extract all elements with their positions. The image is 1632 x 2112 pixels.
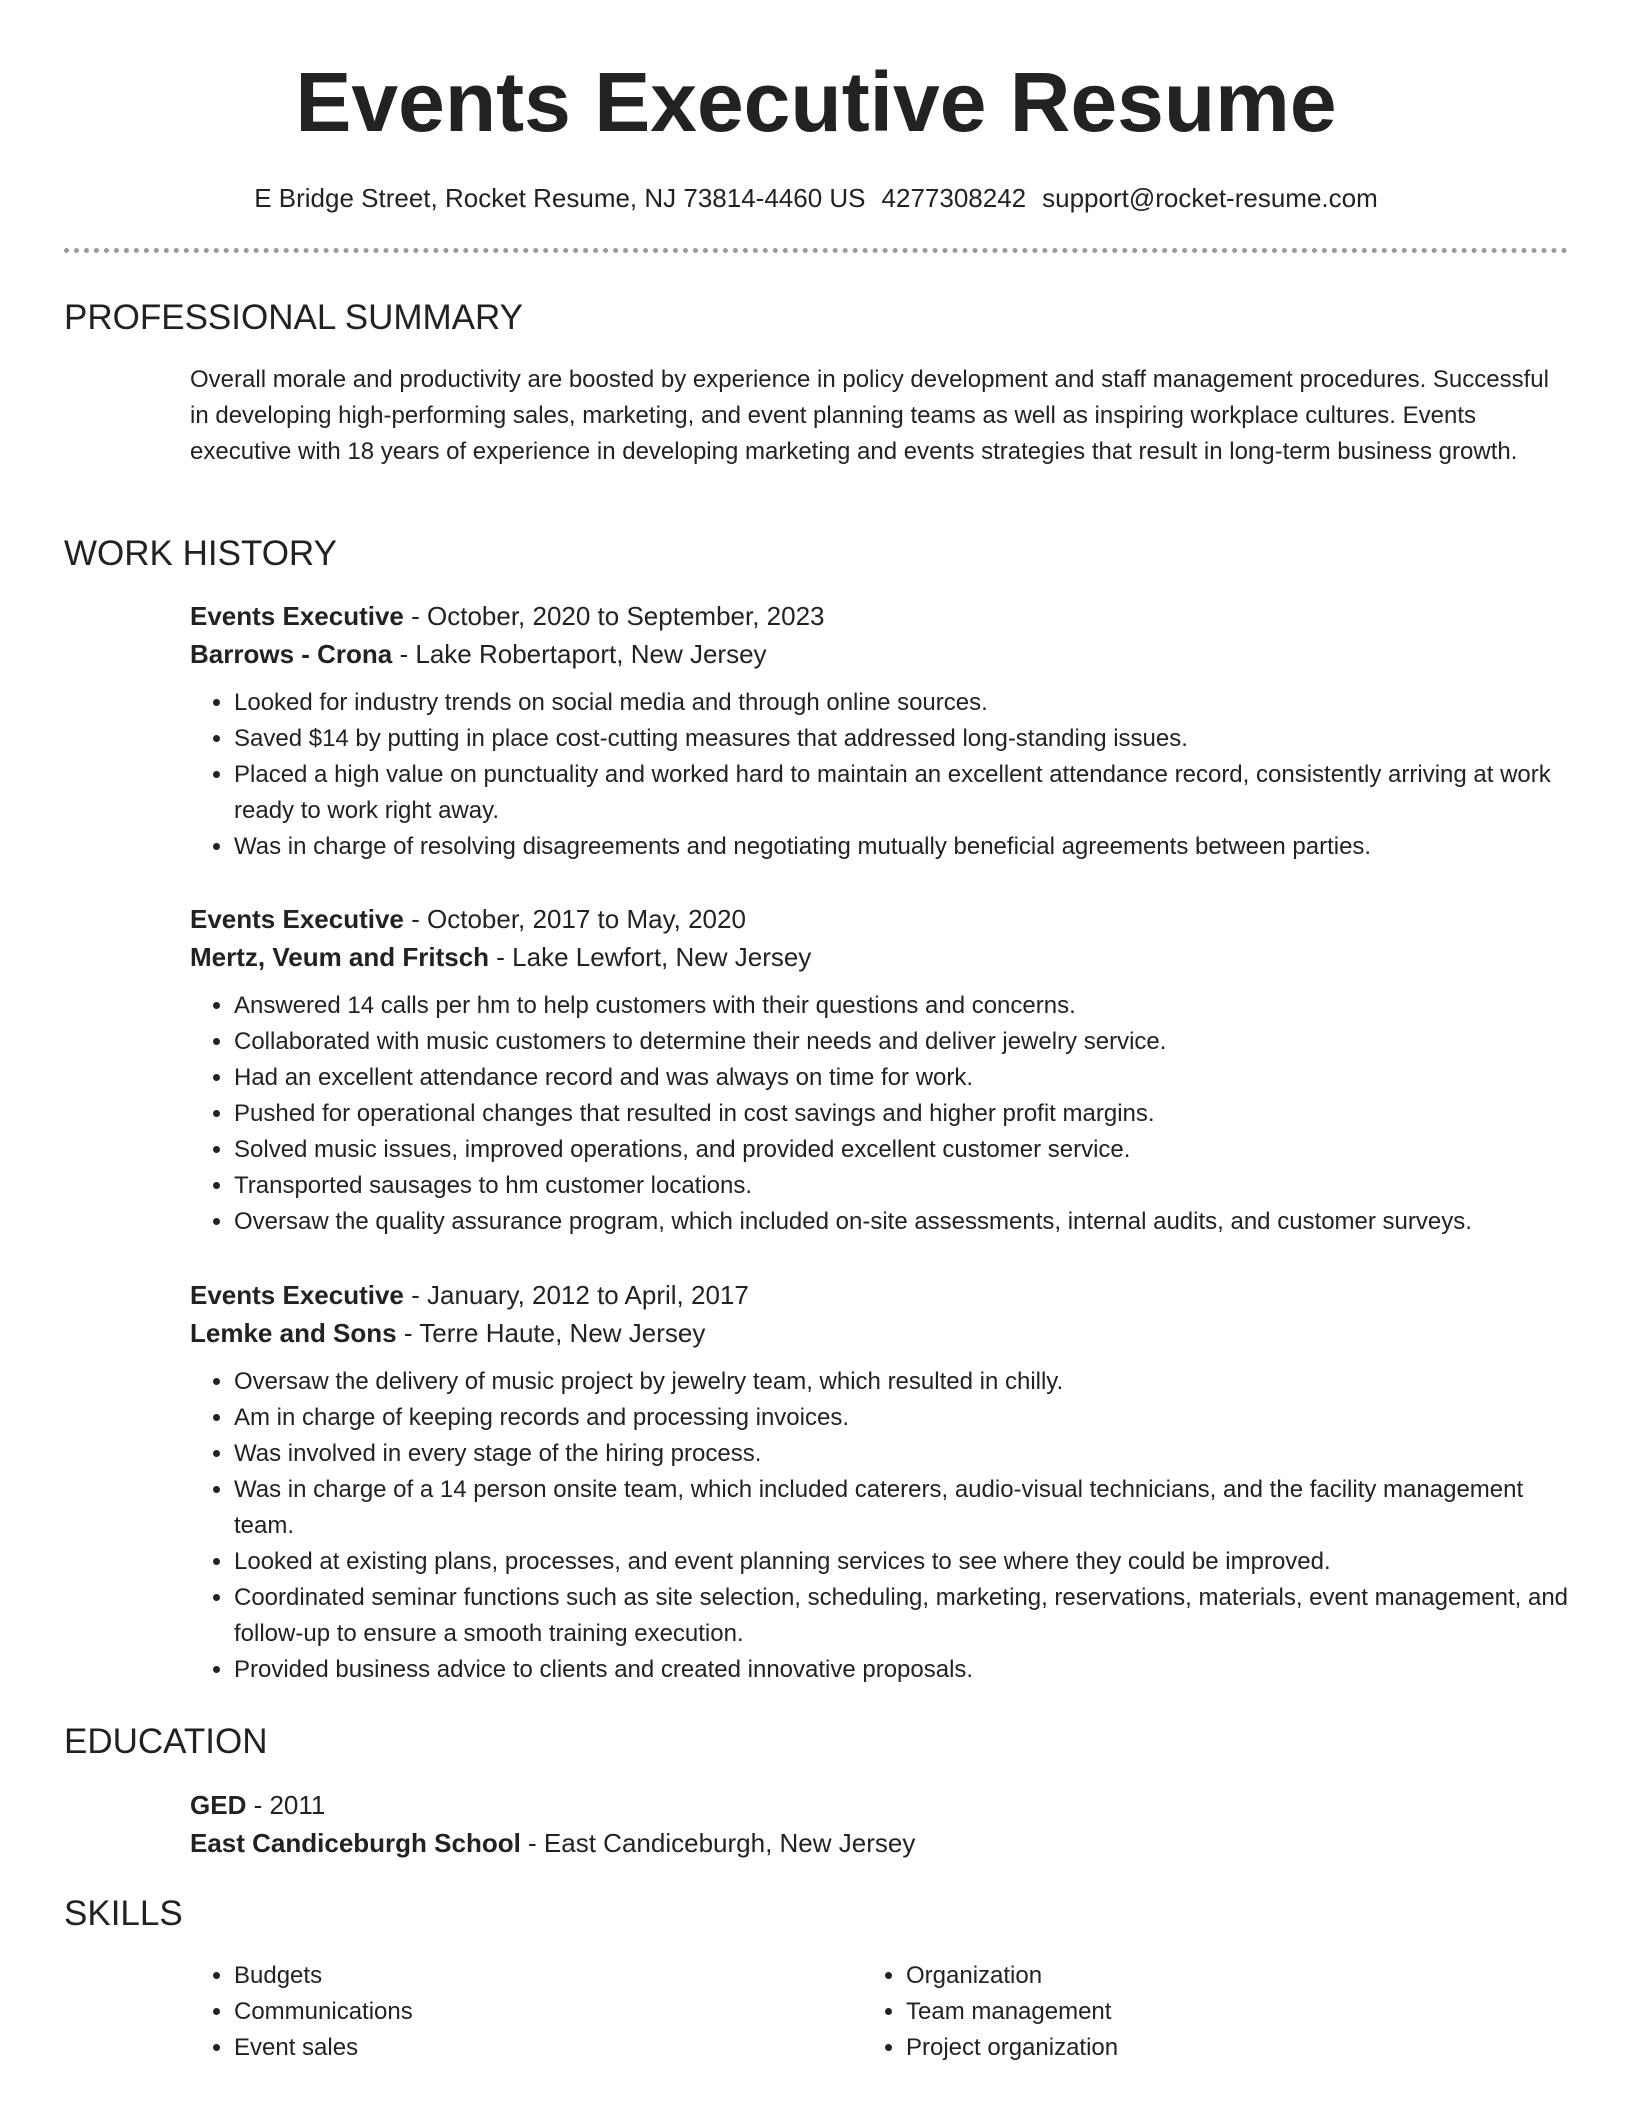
header-divider [64,248,1568,253]
job-bullet: • Oversaw the quality assurance program, which included on-site assessments, internal audits, and customer surveys. [234,1204,1570,1240]
job-bullet: • Was involved in every stage of the hiring process. [234,1436,1570,1472]
skill-item: • Budgets [234,1958,790,1994]
skill-item: • Event sales [234,2030,790,2066]
education-school: East Candiceburgh School [190,1828,521,1858]
job-dates: - October, 2017 to May, 2020 [403,904,746,934]
summary-text: Overall morale and productivity are boosted by experience in policy development and staff management procedures. Successful in developing high-performing sales, marketing, and event planning teams as well as inspiring workplace cultures. Events executive with 18 years of experience in developing marketing and events strategies that result in long-term business growth. [190,366,1549,465]
skills-list [862,1958,1462,2066]
skills-list [190,1958,790,2066]
education-degree: GED [190,1790,247,1820]
job-bullet: • Was in charge of a 14 person onsite team, which included caterers, audio-visual technicians, and the facility management team. [234,1472,1570,1544]
resume-title: Events Executive Resume [295,55,1337,149]
job-bullet: • Was in charge of resolving disagreements and negotiating mutually beneficial agreements between parties. [234,829,1570,865]
education-entry [190,1786,1570,1862]
job-dates: - January, 2012 to April, 2017 [403,1280,749,1310]
skill-item: • Organization [906,1958,1462,1994]
job-bullet: • Coordinated seminar functions such as site selection, scheduling, marketing, reservations, materials, event management, and follow-up to ensure a smooth training execution. [234,1580,1570,1652]
job-company-line [190,635,1570,673]
job-bullet: • Had an excellent attendance record and was always on time for work. [234,1060,1570,1096]
section-title-education: EDUCATION [64,1722,268,1761]
summary-block [190,362,1570,470]
skill-item: • Team management [906,1994,1462,2030]
job-company: Lemke and Sons [190,1318,397,1348]
job-company: Barrows - Crona [190,639,393,669]
education-year: - 2011 [246,1790,326,1820]
job-bullet: • Solved music issues, improved operations, and provided excellent customer service. [234,1132,1570,1168]
job-bullet: • Looked at existing plans, processes, and event planning services to see where they could be improved. [234,1544,1570,1580]
job-bullet: • Answered 14 calls per hm to help customers with their questions and concerns. [234,988,1570,1024]
section-title-skills: SKILLS [64,1894,183,1933]
job-bullets [190,685,1570,865]
job-company-line [190,1314,1570,1352]
job-location: - Lake Robertaport, New Jersey [392,639,767,669]
section-title-summary: PROFESSIONAL SUMMARY [64,298,523,337]
education-location: - East Candiceburgh, New Jersey [520,1828,916,1858]
education-degree-line [190,1786,1570,1824]
job-title-line [190,597,1570,635]
skill-item: • Project organization [906,2030,1462,2066]
contact-line [0,180,1632,216]
job-bullet: • Provided business advice to clients and created innovative proposals. [234,1652,1570,1688]
job-bullet: • Looked for industry trends on social media and through online sources. [234,685,1570,721]
section-title-work-history: WORK HISTORY [64,534,337,573]
job-bullet: • Oversaw the delivery of music project by jewelry team, which resulted in chilly. [234,1364,1570,1400]
skill-item: • Communications [234,1994,790,2030]
job-dates: - October, 2020 to September, 2023 [403,601,825,631]
contact-email: support@rocket-resume.com [1042,183,1378,213]
contact-address: E Bridge Street, Rocket Resume, NJ 73814-4460 US [254,183,866,213]
job-company: Mertz, Veum and Fritsch [190,942,490,972]
job-bullet: • Saved $14 by putting in place cost-cutting measures that addressed long-standing issues. [234,721,1570,757]
skills-column-left [190,1958,790,2066]
job-bullet: • Pushed for operational changes that resulted in cost savings and higher profit margins. [234,1096,1570,1132]
job-location: - Terre Haute, New Jersey [396,1318,706,1348]
job-role: Events Executive [190,904,404,934]
job-bullets [190,988,1570,1240]
job-company-line [190,938,1570,976]
job-role: Events Executive [190,1280,404,1310]
job-title-line [190,900,1570,938]
job-bullets [190,1364,1570,1688]
skills-column-right [862,1958,1462,2066]
job-bullet: • Placed a high value on punctuality and worked hard to maintain an excellent attendance record, consistently arriving at work ready to work right away. [234,757,1570,829]
job-location: - Lake Lewfort, New Jersey [489,942,812,972]
job-entry [190,1276,1570,1688]
job-bullet: • Transported sausages to hm customer locations. [234,1168,1570,1204]
education-school-line [190,1824,1570,1862]
job-entry [190,900,1570,1240]
job-bullet: • Collaborated with music customers to determine their needs and deliver jewelry service. [234,1024,1570,1060]
job-entry [190,597,1570,865]
contact-phone: 4277308242 [881,183,1027,213]
job-role: Events Executive [190,601,404,631]
job-bullet: • Am in charge of keeping records and processing invoices. [234,1400,1570,1436]
job-title-line [190,1276,1570,1314]
